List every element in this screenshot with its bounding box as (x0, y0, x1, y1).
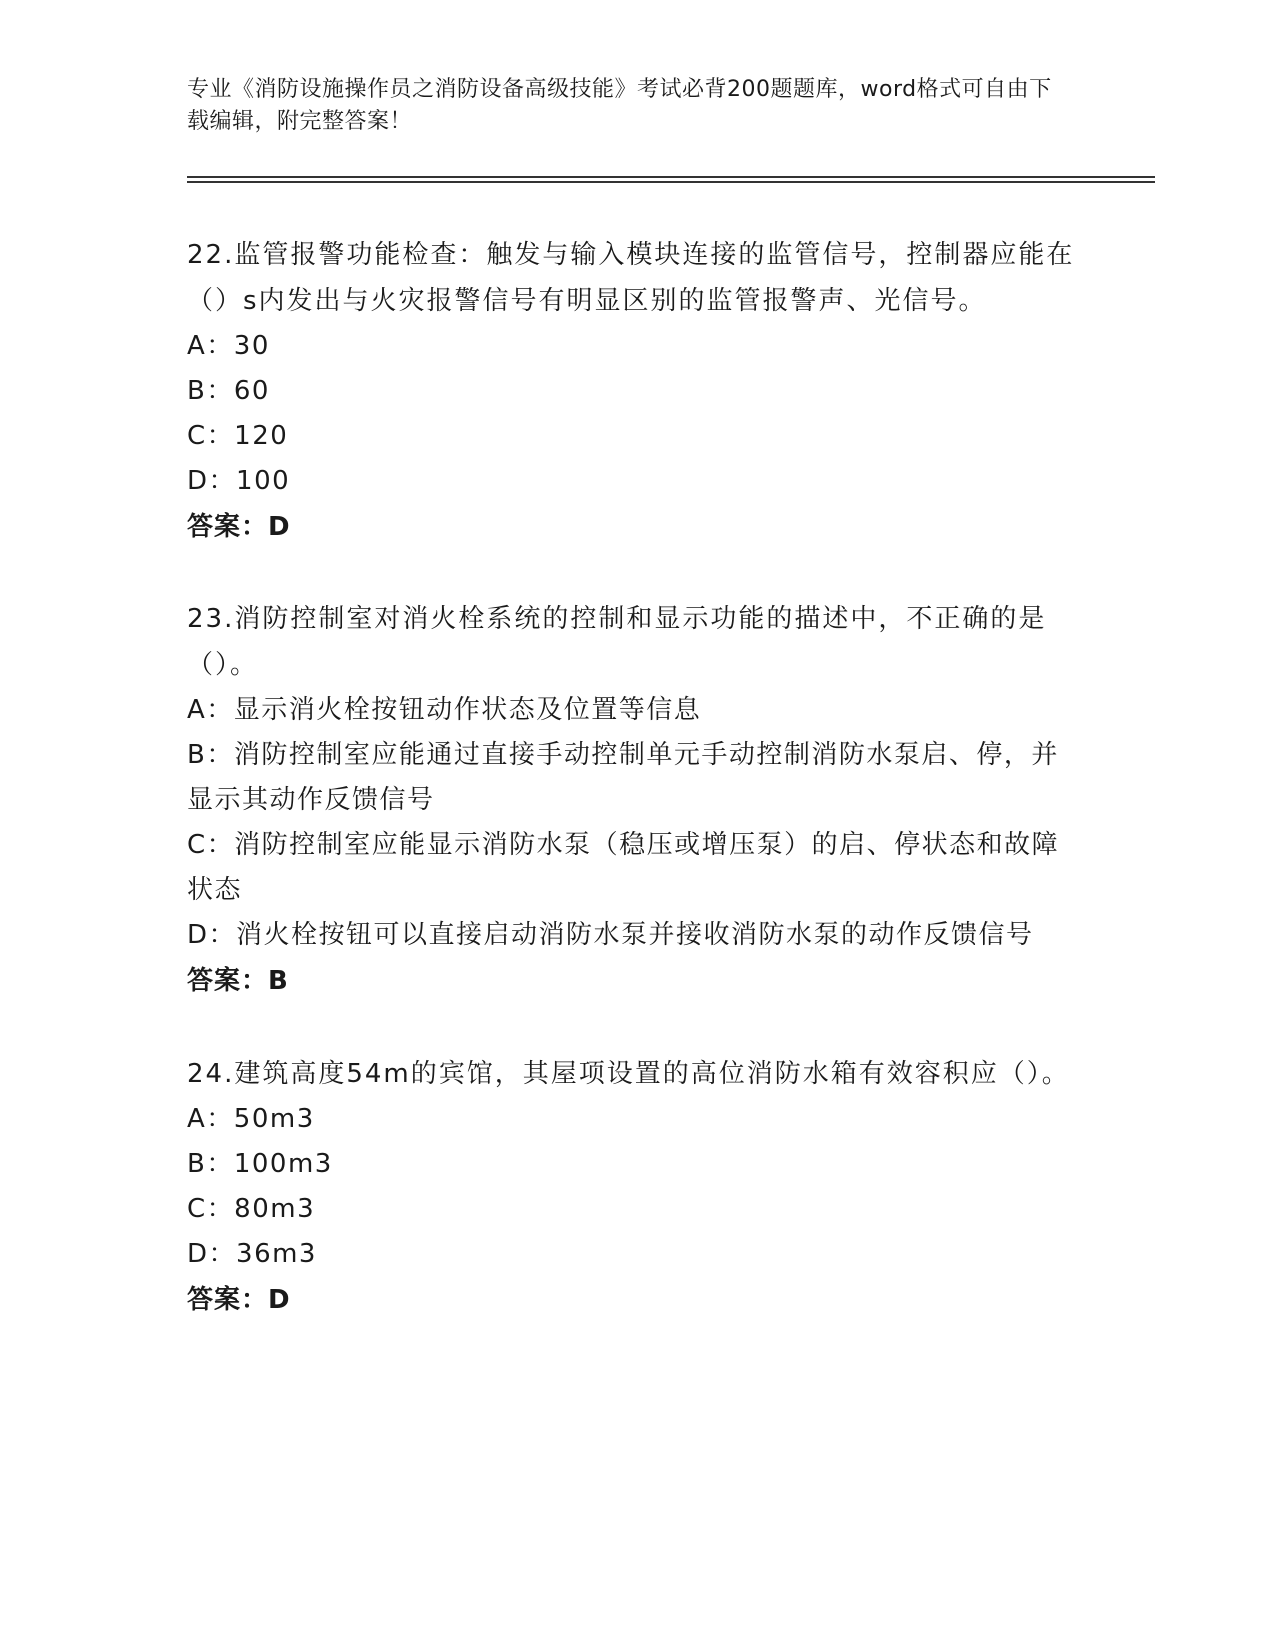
question-23 (187, 596, 1077, 1004)
option-list (187, 688, 1077, 958)
question-24 (187, 1051, 1077, 1323)
option-c: C：120 (187, 421, 289, 451)
answer: 答案：B (187, 966, 289, 996)
question-stem: 23.消防控制室对消火栓系统的控制和显示功能的描述中，不正确的是（）。 (187, 604, 1047, 680)
question-stem: 24.建筑高度54m的宾馆，其屋项设置的高位消防水箱有效容积应（）。 (187, 1059, 1070, 1089)
answer: 答案：D (187, 512, 291, 542)
option-d: D：100 (187, 466, 291, 496)
option-a: A：50m3 (187, 1104, 315, 1134)
option-b: B：消防控制室应能通过直接手动控制单元手动控制消防水泵启、停，并显示其动作反馈信号 (187, 740, 1059, 815)
option-c: C：80m3 (187, 1194, 316, 1224)
option-c: C：消防控制室应能显示消防水泵（稳压或增压泵）的启、停状态和故障状态 (187, 830, 1060, 905)
option-a: A：30 (187, 331, 270, 361)
option-a: A：显示消火栓按钮动作状态及位置等信息 (187, 695, 702, 725)
header-divider-bottom (187, 181, 1155, 183)
option-d: D：36m3 (187, 1239, 317, 1269)
header-divider-top (187, 176, 1155, 178)
question-22 (187, 232, 1077, 550)
answer: 答案：D (187, 1285, 291, 1315)
option-list (187, 324, 1077, 504)
option-d: D：消火栓按钮可以直接启动消防水泵并接收消防水泵的动作反馈信号 (187, 920, 1034, 950)
question-stem: 22.监管报警功能检查：触发与输入模块连接的监管信号，控制器应能在（）s内发出与火灾报警信号有明显区别的监管报警声、光信号。 (187, 240, 1075, 316)
option-list (187, 1097, 1077, 1277)
option-b: B：60 (187, 376, 270, 406)
option-b: B：100m3 (187, 1149, 333, 1179)
document-header: 专业《消防设施操作员之消防设备高级技能》考试必背200题题库，word格式可自由下载编辑，附完整答案！ (187, 77, 1052, 134)
